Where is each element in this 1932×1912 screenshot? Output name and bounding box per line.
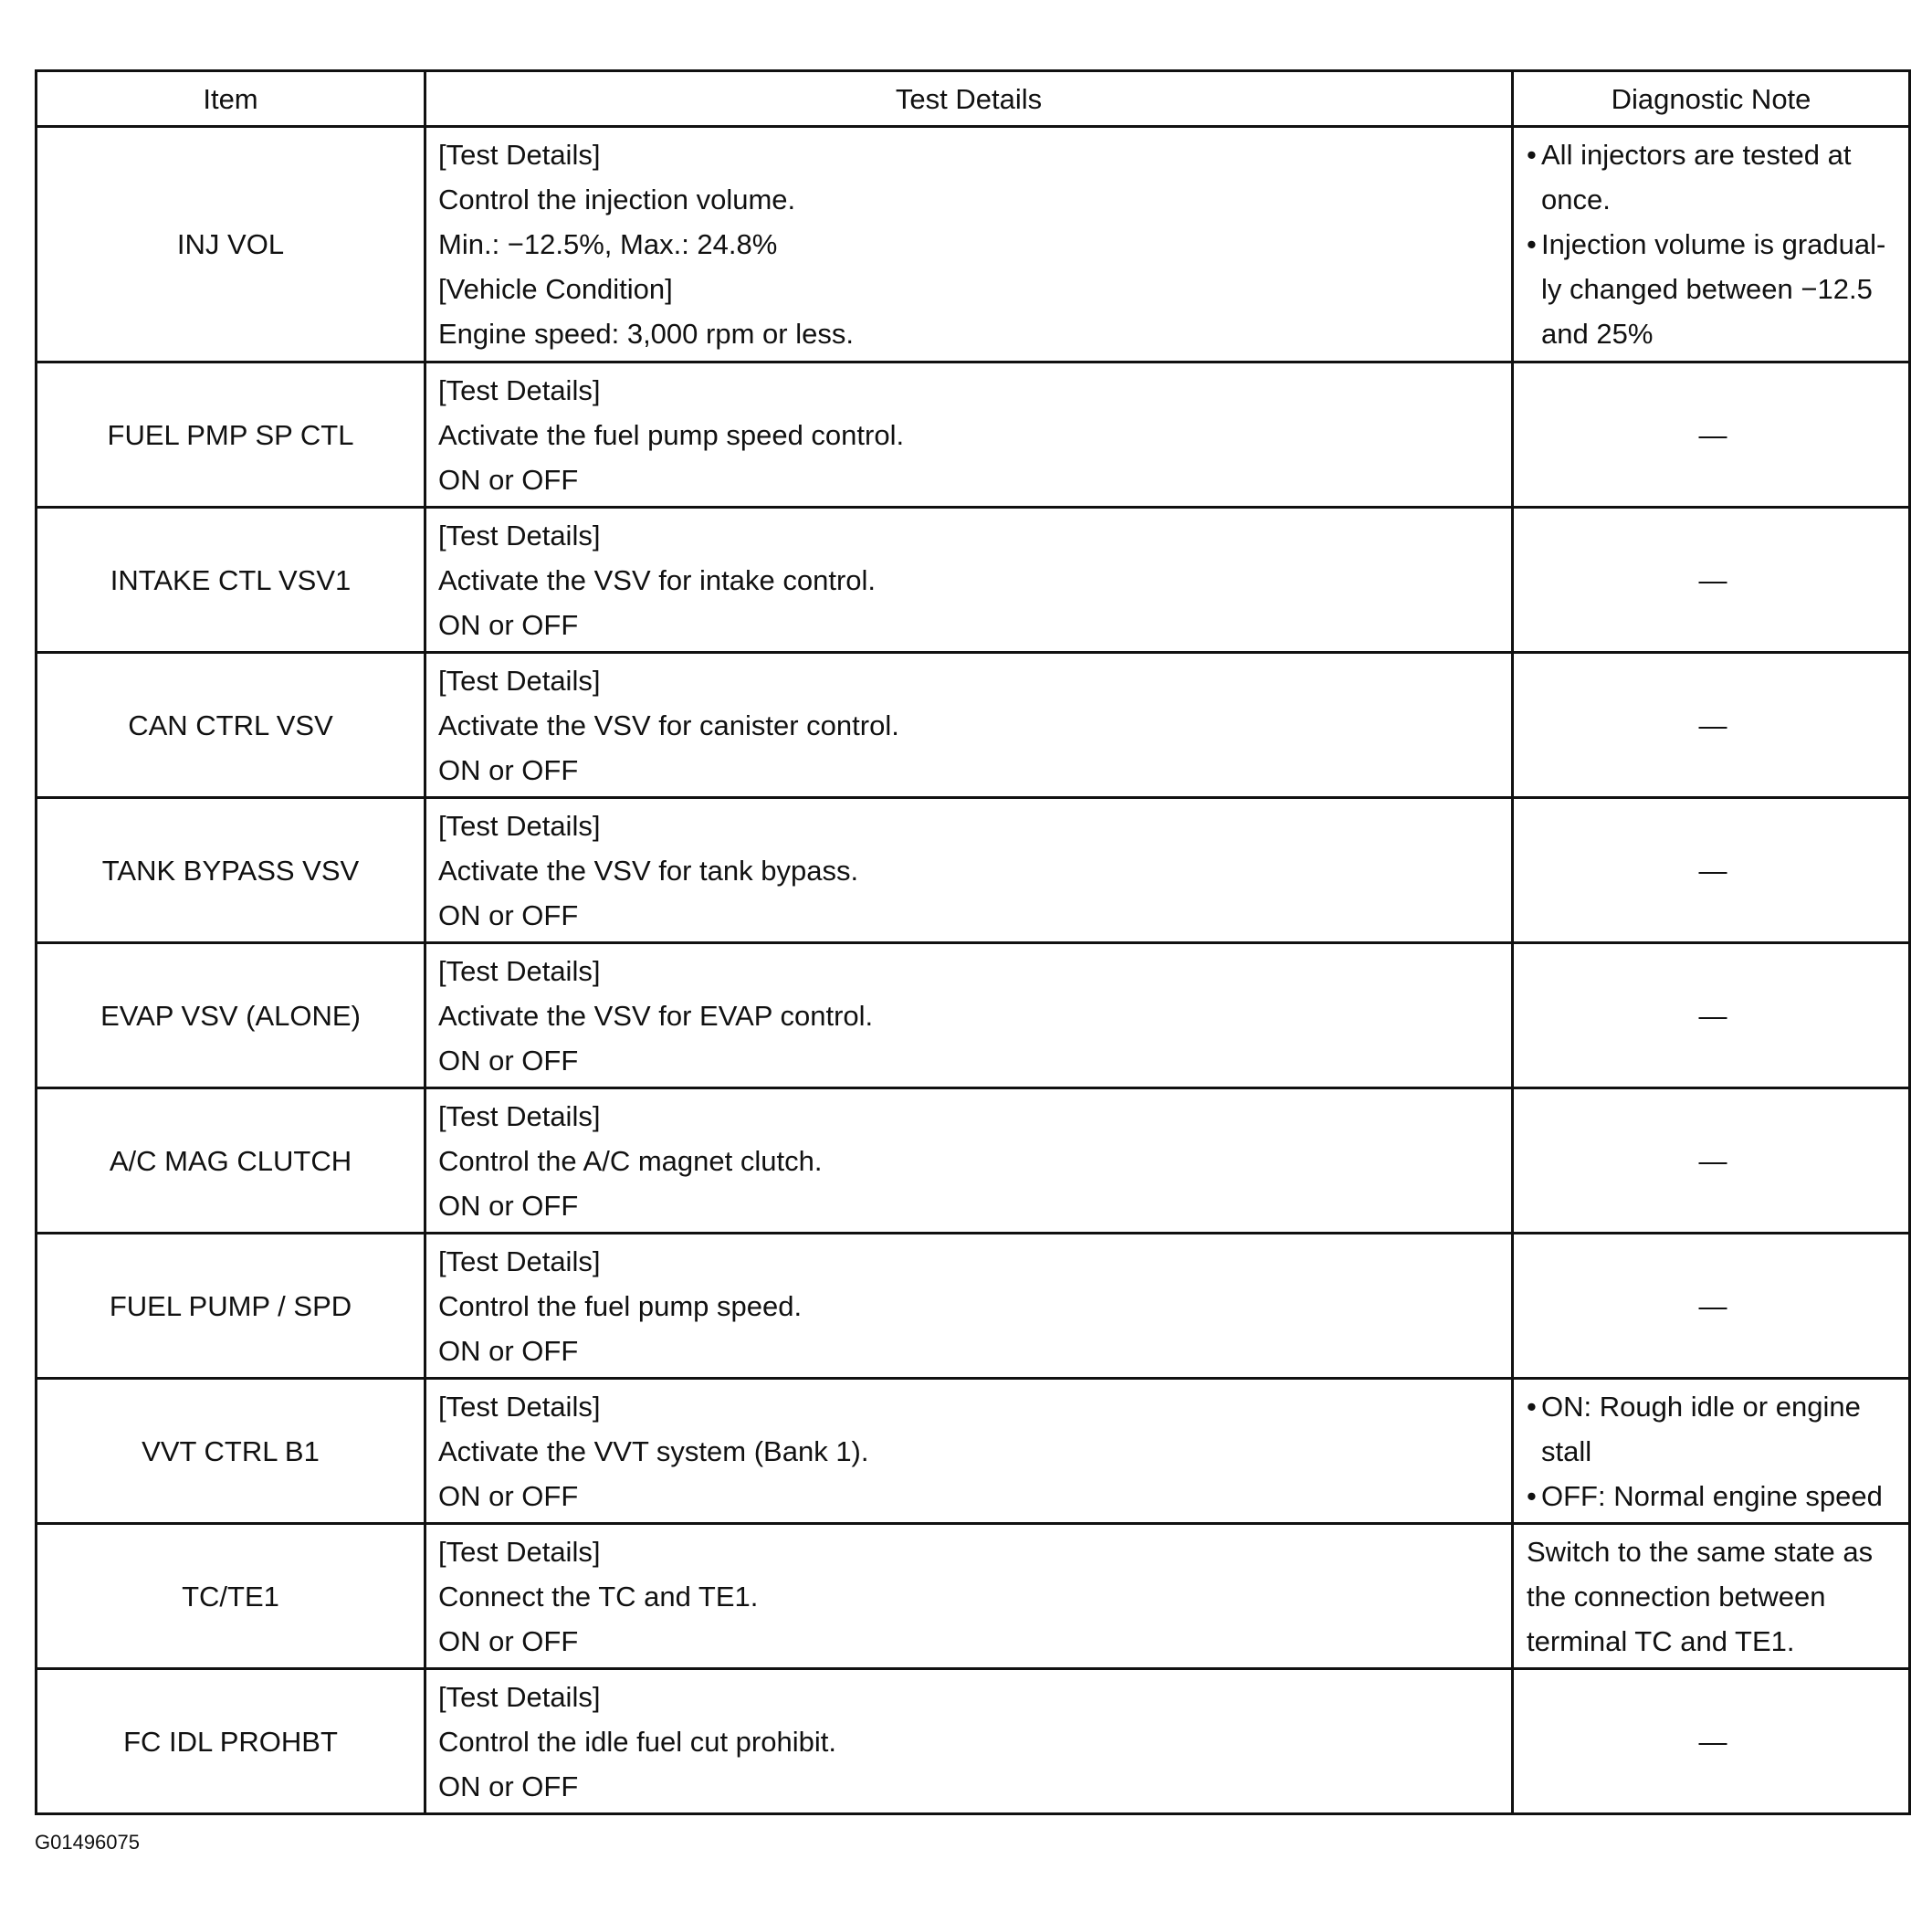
test-details-line: [Test Details] bbox=[438, 954, 601, 987]
note-bullet-line: • All injectors are tested at bbox=[1541, 139, 1852, 171]
column-header-item: Item bbox=[37, 71, 425, 127]
note-bullet-line: • OFF: Normal engine speed bbox=[1541, 1479, 1883, 1512]
note-line: Switch to the same state as bbox=[1527, 1535, 1874, 1568]
diagnostic-note-cell bbox=[1513, 127, 1910, 362]
diagnostic-note-cell bbox=[1513, 798, 1910, 943]
item-cell: FUEL PUMP / SPD bbox=[37, 1234, 425, 1379]
test-details-line: [Test Details] bbox=[438, 373, 601, 406]
note-bullet-line: • ON: Rough idle or engine bbox=[1541, 1390, 1861, 1423]
test-details-line: Connect the TC and TE1. bbox=[438, 1580, 759, 1613]
test-details-line: Control the idle fuel cut prohibit. bbox=[438, 1725, 836, 1758]
test-details-line: Control the injection volume. bbox=[438, 184, 796, 215]
test-details-line: Activate the fuel pump speed control. bbox=[438, 418, 905, 451]
note-dash: — bbox=[1698, 1725, 1727, 1758]
test-details-line: Activate the VSV for tank bypass. bbox=[438, 854, 859, 887]
diagnostic-note-cell bbox=[1513, 1524, 1910, 1669]
test-details-line: Min.: −12.5%, Max.: 24.8% bbox=[438, 228, 778, 260]
note-line: terminal TC and TE1. bbox=[1527, 1624, 1795, 1657]
table-row bbox=[37, 653, 1910, 798]
column-header-diagnostic-note: Diagnostic Note bbox=[1513, 71, 1910, 127]
test-details-cell bbox=[425, 943, 1513, 1088]
test-details-line: ON or OFF bbox=[438, 1189, 579, 1222]
test-details-cell bbox=[425, 653, 1513, 798]
test-details-line: Activate the VSV for canister control. bbox=[438, 709, 899, 741]
note-bullet-line: and 25% bbox=[1541, 318, 1654, 350]
test-details-line: ON or OFF bbox=[438, 1770, 579, 1802]
test-details-line: [Test Details] bbox=[438, 519, 601, 552]
note-line: the connection between bbox=[1527, 1580, 1826, 1613]
test-details-line: Activate the VVT system (Bank 1). bbox=[438, 1434, 869, 1467]
note-bullet bbox=[1527, 1474, 1899, 1518]
table-row bbox=[37, 1379, 1910, 1524]
test-details-line: [Test Details] bbox=[438, 1099, 601, 1132]
test-details-line: ON or OFF bbox=[438, 608, 579, 641]
diagnostic-note-cell bbox=[1513, 1379, 1910, 1524]
test-details-line: Activate the VSV for intake control. bbox=[438, 563, 877, 596]
test-details-line: Activate the VSV for EVAP control. bbox=[438, 999, 874, 1032]
table-row bbox=[37, 1524, 1910, 1669]
diagnostic-note-cell bbox=[1513, 362, 1910, 508]
test-details-cell bbox=[425, 798, 1513, 943]
note-dash: — bbox=[1698, 418, 1727, 451]
note-bullet-line: ly changed between −12.5 bbox=[1541, 273, 1873, 305]
test-details-line: [Test Details] bbox=[438, 809, 601, 842]
table-row bbox=[37, 362, 1910, 508]
note-bullet-line: once. bbox=[1541, 184, 1611, 215]
note-dash: — bbox=[1698, 999, 1727, 1032]
test-details-cell bbox=[425, 508, 1513, 653]
table-header-row bbox=[37, 71, 1910, 127]
diagnostic-note-cell bbox=[1513, 943, 1910, 1088]
item-cell: TC/TE1 bbox=[37, 1524, 425, 1669]
note-bullet-line: stall bbox=[1541, 1434, 1592, 1467]
test-details-line: ON or OFF bbox=[438, 1624, 579, 1657]
test-details-line: [Test Details] bbox=[438, 664, 601, 697]
test-details-line: [Test Details] bbox=[438, 139, 601, 171]
test-details-line: [Test Details] bbox=[438, 1245, 601, 1277]
test-details-line: ON or OFF bbox=[438, 1334, 579, 1367]
item-cell: FUEL PMP SP CTL bbox=[37, 362, 425, 508]
test-details-table bbox=[35, 69, 1911, 1815]
note-bullet-line: • Injection volume is gradual- bbox=[1541, 228, 1886, 260]
item-cell: EVAP VSV (ALONE) bbox=[37, 943, 425, 1088]
test-details-line: Control the A/C magnet clutch. bbox=[438, 1144, 823, 1177]
diagnostic-note-cell bbox=[1513, 653, 1910, 798]
test-details-cell bbox=[425, 1088, 1513, 1234]
item-cell: INTAKE CTL VSV1 bbox=[37, 508, 425, 653]
diagnostic-note-cell bbox=[1513, 1088, 1910, 1234]
table-row bbox=[37, 798, 1910, 943]
item-cell: TANK BYPASS VSV bbox=[37, 798, 425, 943]
test-details-line: [Test Details] bbox=[438, 1680, 601, 1713]
diagnostic-note-cell bbox=[1513, 1669, 1910, 1814]
test-details-line: ON or OFF bbox=[438, 1479, 579, 1512]
test-details-line: [Test Details] bbox=[438, 1390, 601, 1423]
test-details-line: ON or OFF bbox=[438, 753, 579, 786]
test-details-cell bbox=[425, 362, 1513, 508]
test-details-cell bbox=[425, 127, 1513, 362]
note-dash: — bbox=[1698, 854, 1727, 887]
item-cell: A/C MAG CLUTCH bbox=[37, 1088, 425, 1234]
test-details-line: [Test Details] bbox=[438, 1535, 601, 1568]
note-bullet bbox=[1527, 132, 1899, 222]
note-dash: — bbox=[1698, 563, 1727, 596]
note-bullet bbox=[1527, 1384, 1899, 1474]
test-details-line: Engine speed: 3,000 rpm or less. bbox=[438, 318, 854, 350]
table-body bbox=[37, 127, 1910, 1814]
item-cell: FC IDL PROHBT bbox=[37, 1669, 425, 1814]
note-bullet bbox=[1527, 222, 1899, 356]
item-cell: CAN CTRL VSV bbox=[37, 653, 425, 798]
note-dash: — bbox=[1698, 1289, 1727, 1322]
column-header-test-details: Test Details bbox=[425, 71, 1513, 127]
test-details-cell bbox=[425, 1524, 1513, 1669]
item-cell: VVT CTRL B1 bbox=[37, 1379, 425, 1524]
test-details-line: Control the fuel pump speed. bbox=[438, 1289, 803, 1322]
diagnostic-note-cell bbox=[1513, 1234, 1910, 1379]
diagnostic-note-cell bbox=[1513, 508, 1910, 653]
table-row bbox=[37, 508, 1910, 653]
test-details-line: ON or OFF bbox=[438, 1044, 579, 1077]
table-row bbox=[37, 1088, 1910, 1234]
test-details-cell bbox=[425, 1234, 1513, 1379]
table-row bbox=[37, 1669, 1910, 1814]
test-details-cell bbox=[425, 1379, 1513, 1524]
test-details-line: ON or OFF bbox=[438, 463, 579, 496]
test-details-cell bbox=[425, 1669, 1513, 1814]
item-cell: INJ VOL bbox=[37, 127, 425, 362]
figure-id: G01496075 bbox=[35, 1831, 140, 1854]
test-details-line: ON or OFF bbox=[438, 898, 579, 931]
test-details-line: [Vehicle Condition] bbox=[438, 273, 673, 305]
note-dash: — bbox=[1698, 709, 1727, 741]
note-dash: — bbox=[1698, 1144, 1727, 1177]
table-row bbox=[37, 127, 1910, 362]
note-text bbox=[1527, 1529, 1899, 1664]
table-row bbox=[37, 943, 1910, 1088]
table-row bbox=[37, 1234, 1910, 1379]
